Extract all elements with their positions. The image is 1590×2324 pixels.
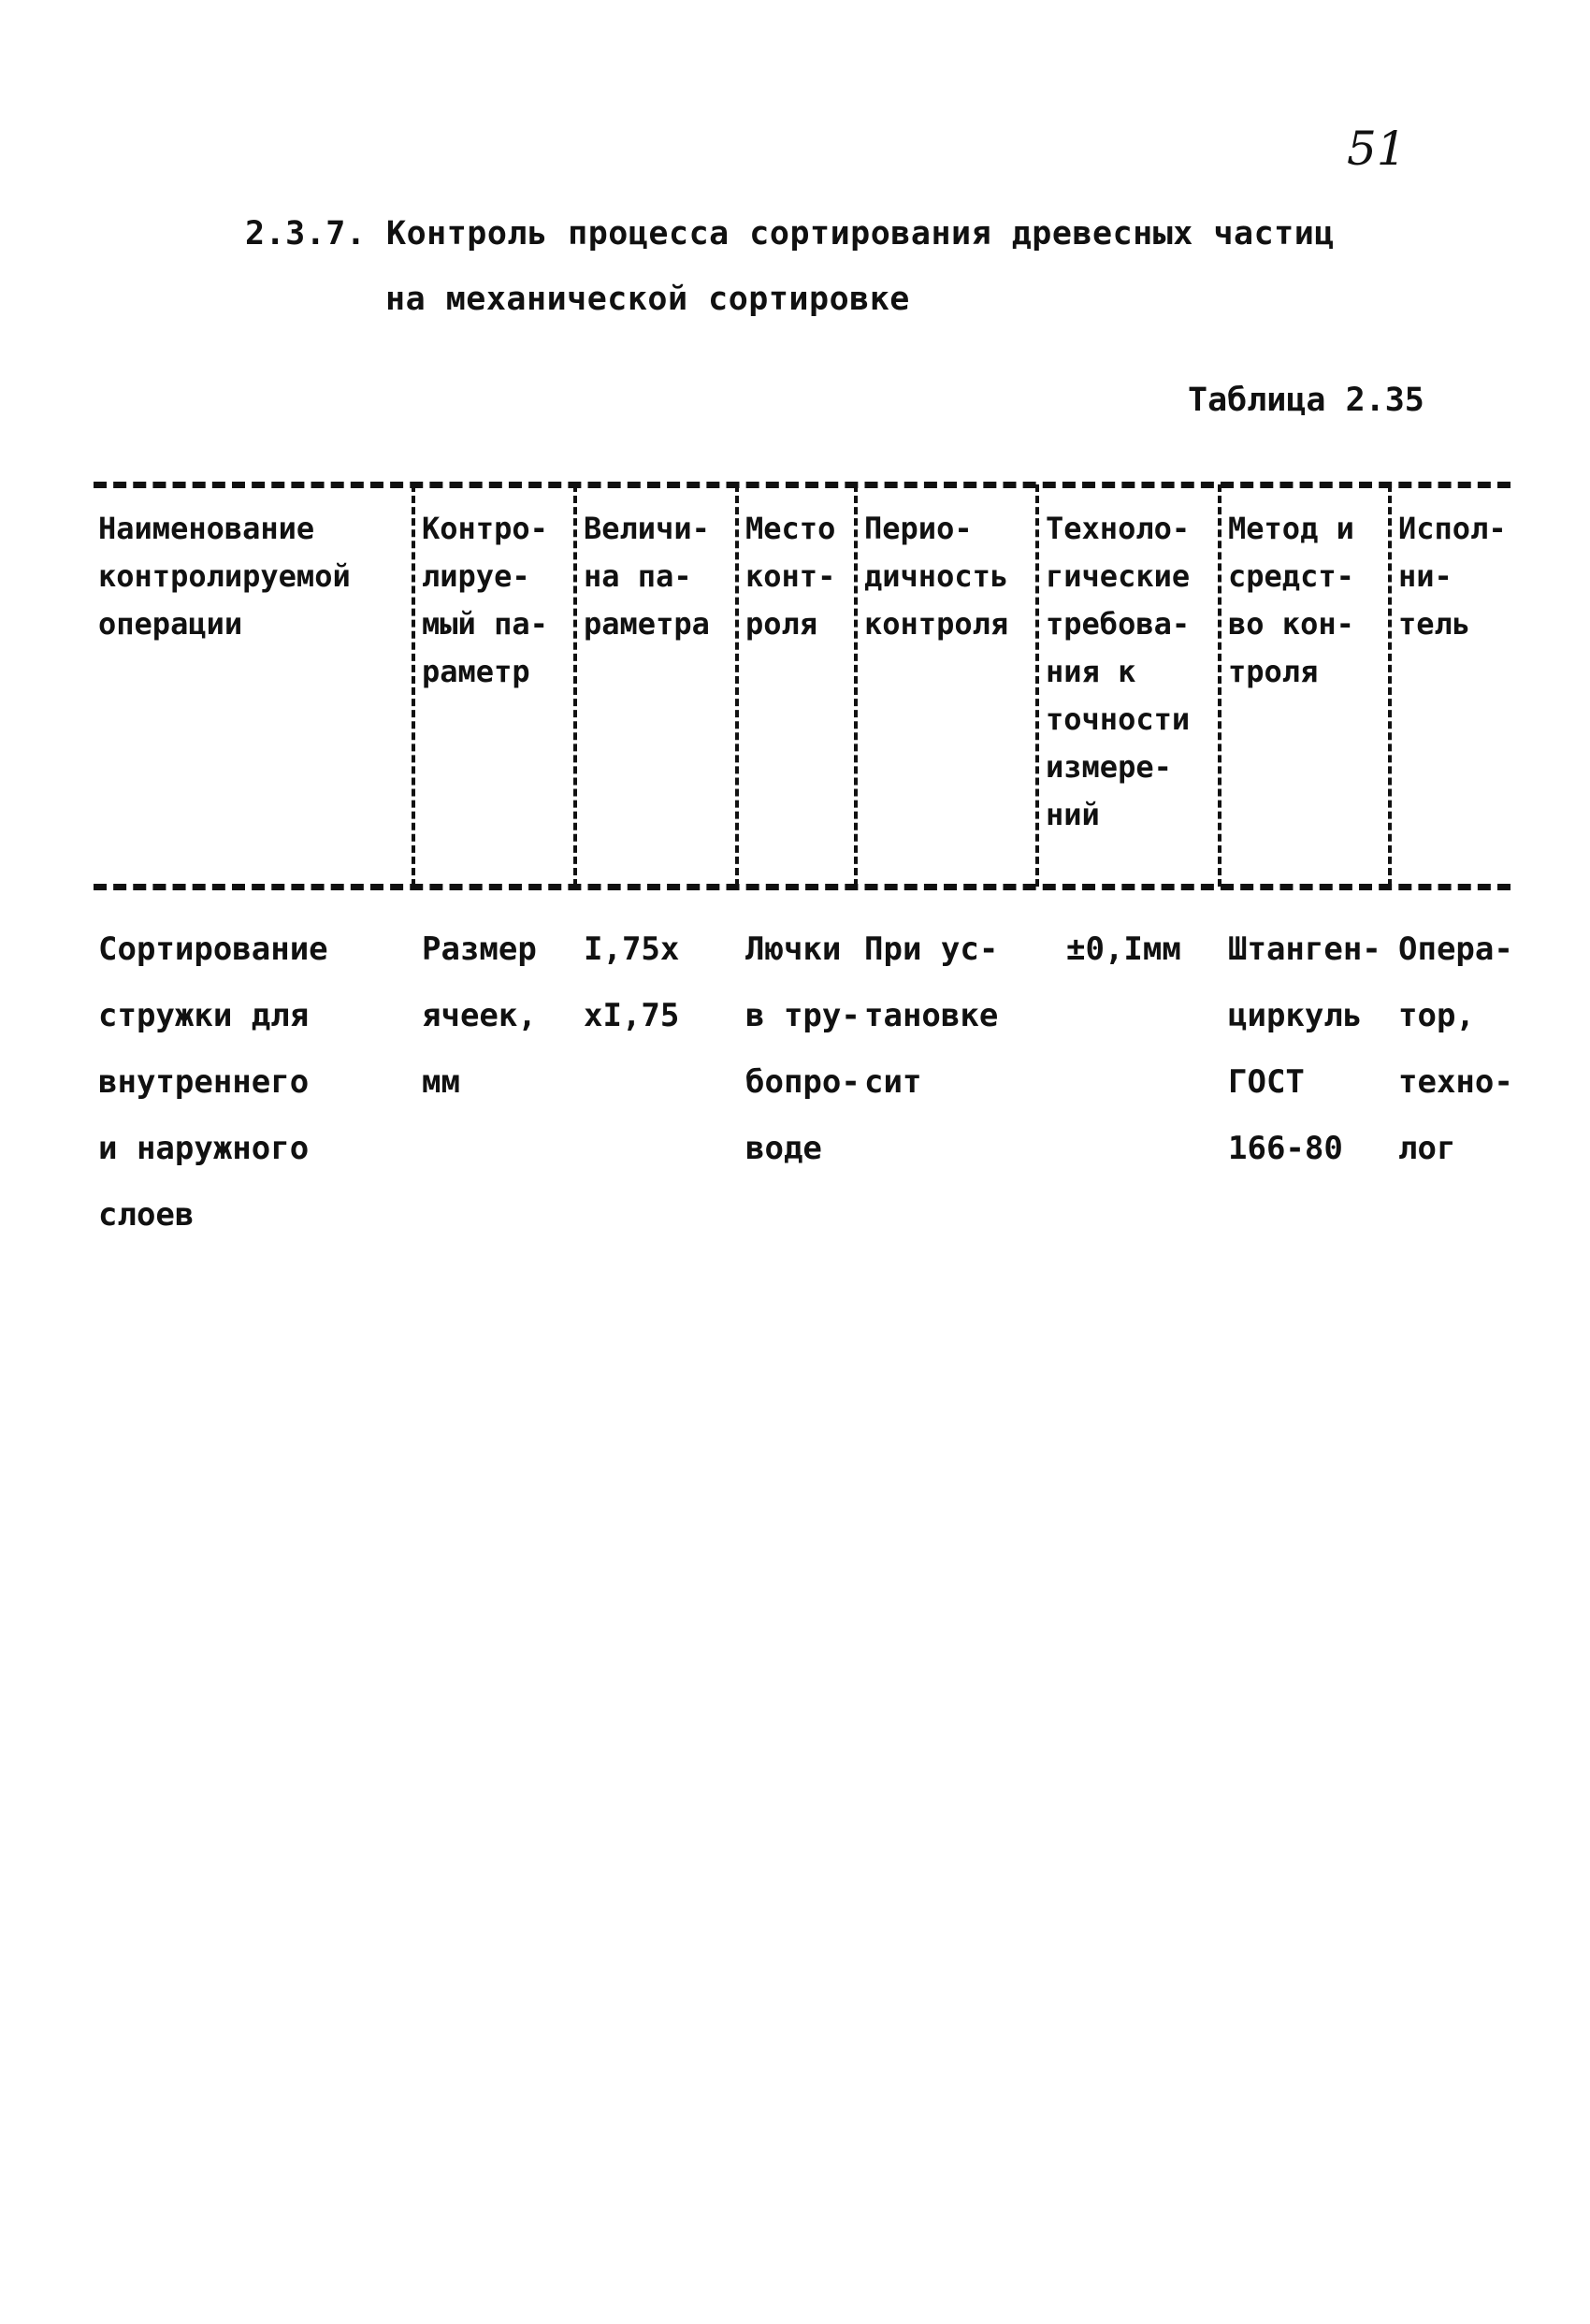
header-operation-name: Наименование контролируемой операции: [98, 511, 351, 642]
table-top-rule: [94, 482, 1510, 488]
section-title-line2: на механической сортировке: [385, 281, 910, 318]
header-control-method: Метод и средст- во кон- троля: [1228, 511, 1354, 689]
table-header-rule: [94, 884, 1510, 890]
column-divider: [1388, 484, 1392, 887]
column-divider: [1218, 484, 1221, 887]
cell-frequency: При ус- тановке сит: [864, 931, 999, 1101]
header-parameter-value: Величи- на па- раметра: [584, 511, 710, 642]
table-label: Таблица 2.35: [1188, 382, 1424, 419]
section-title-line1: 2.3.7. Контроль процесса сортирования древесных частиц: [245, 215, 1335, 253]
cell-method: Штанген- циркуль ГОСТ 166-80: [1228, 931, 1381, 1167]
header-accuracy-requirements: Техноло- гические требова- ния к точности измере- ний: [1046, 511, 1191, 832]
header-control-place: Место конт- роля: [745, 511, 836, 642]
column-divider: [854, 484, 858, 887]
cell-operation: Сортирование стружки для внутреннего и наружного слоев: [98, 931, 328, 1234]
header-control-frequency: Перио- дичность контроля: [864, 511, 1009, 642]
header-executor: Испол- ни- тель: [1398, 511, 1507, 642]
column-divider: [412, 484, 415, 887]
page-number: 51: [1347, 122, 1407, 176]
header-controlled-parameter: Контро- лируе- мый па- раметр: [422, 511, 548, 689]
cell-place: Лючки в тру- бопро- воде: [745, 931, 860, 1167]
column-divider: [1035, 484, 1039, 887]
column-divider: [573, 484, 577, 887]
cell-executor: Опера- тор, техно- лог: [1398, 931, 1513, 1167]
cell-parameter: Размер ячеек, мм: [422, 931, 537, 1101]
cell-value: I,75х хI,75: [584, 931, 680, 1034]
cell-accuracy: ±0,Iмм: [1066, 931, 1181, 968]
column-divider: [735, 484, 739, 887]
